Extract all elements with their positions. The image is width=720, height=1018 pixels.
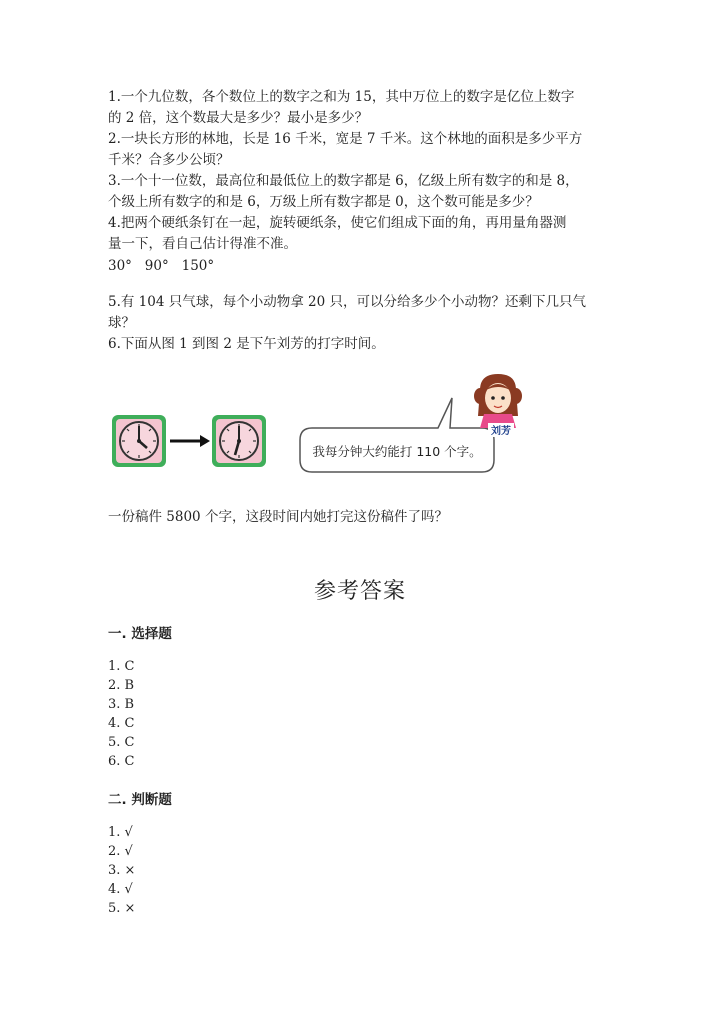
question-line: 千米？合多少公顷？ bbox=[108, 152, 230, 168]
answer-item: 1. C bbox=[108, 659, 135, 674]
question-line: 1.一个九位数，各个数位上的数字之和为 15，其中万位上的数字是亿位上数字 bbox=[108, 89, 575, 105]
typing-time-figure bbox=[100, 370, 540, 480]
question-line: 5.有 104 只气球，每个小动物拿 20 只，可以分给多少个小动物？还剩下几只气 bbox=[108, 294, 586, 310]
answer-item: 3. B bbox=[108, 697, 135, 712]
section-heading-judge: 二. 判断题 bbox=[108, 792, 172, 808]
answer-item: 3. × bbox=[108, 863, 136, 878]
question-line: 个级上所有数字的和是 6，万级上所有数字都是 0，这个数可能是多少？ bbox=[108, 194, 539, 210]
angle-list: 30° 90° 150° bbox=[108, 258, 215, 274]
clock-2-icon bbox=[212, 415, 266, 467]
girl-avatar-icon bbox=[474, 374, 522, 437]
name-tag: 刘芳 bbox=[491, 426, 511, 437]
answer-item: 4. C bbox=[108, 716, 135, 731]
question-line: 2.一块长方形的林地，长是 16 千米，宽是 7 千米。这个林地的面积是多少平方 bbox=[108, 131, 583, 147]
clock-1-icon bbox=[112, 415, 166, 467]
question-line: 3.一个十一位数，最高位和最低位上的数字都是 6，亿级上所有数字的和是 8， bbox=[108, 173, 579, 189]
answer-item: 4. √ bbox=[108, 882, 133, 897]
section-heading-choice: 一. 选择题 bbox=[108, 626, 172, 642]
question-line: 量一下，看自己估计得准不准。 bbox=[108, 236, 297, 252]
question-line: 6.下面从图 1 到图 2 是下午刘芳的打字时间。 bbox=[108, 336, 385, 352]
answer-item: 2. √ bbox=[108, 844, 133, 859]
answer-item: 2. B bbox=[108, 678, 135, 693]
answer-item: 5. C bbox=[108, 735, 135, 750]
answer-item: 1. √ bbox=[108, 825, 133, 840]
question-line: 的 2 倍，这个数最大是多少？最小是多少？ bbox=[108, 110, 369, 126]
question-followup: 一份稿件 5800 个字，这段时间内她打完这份稿件了吗？ bbox=[108, 509, 448, 525]
question-line: 4.把两个硬纸条钉在一起，旋转硬纸条，使它们组成下面的角，再用量角器测 bbox=[108, 215, 567, 231]
speech-bubble bbox=[300, 398, 494, 472]
arrow-right-icon bbox=[170, 435, 210, 447]
question-line: 球？ bbox=[108, 315, 135, 331]
answer-title: 参考答案 bbox=[313, 579, 406, 604]
answer-item: 5. × bbox=[108, 901, 136, 916]
speech-text: 我每分钟大约能打 110 个字。 bbox=[312, 444, 482, 459]
answer-item: 6. C bbox=[108, 754, 135, 769]
